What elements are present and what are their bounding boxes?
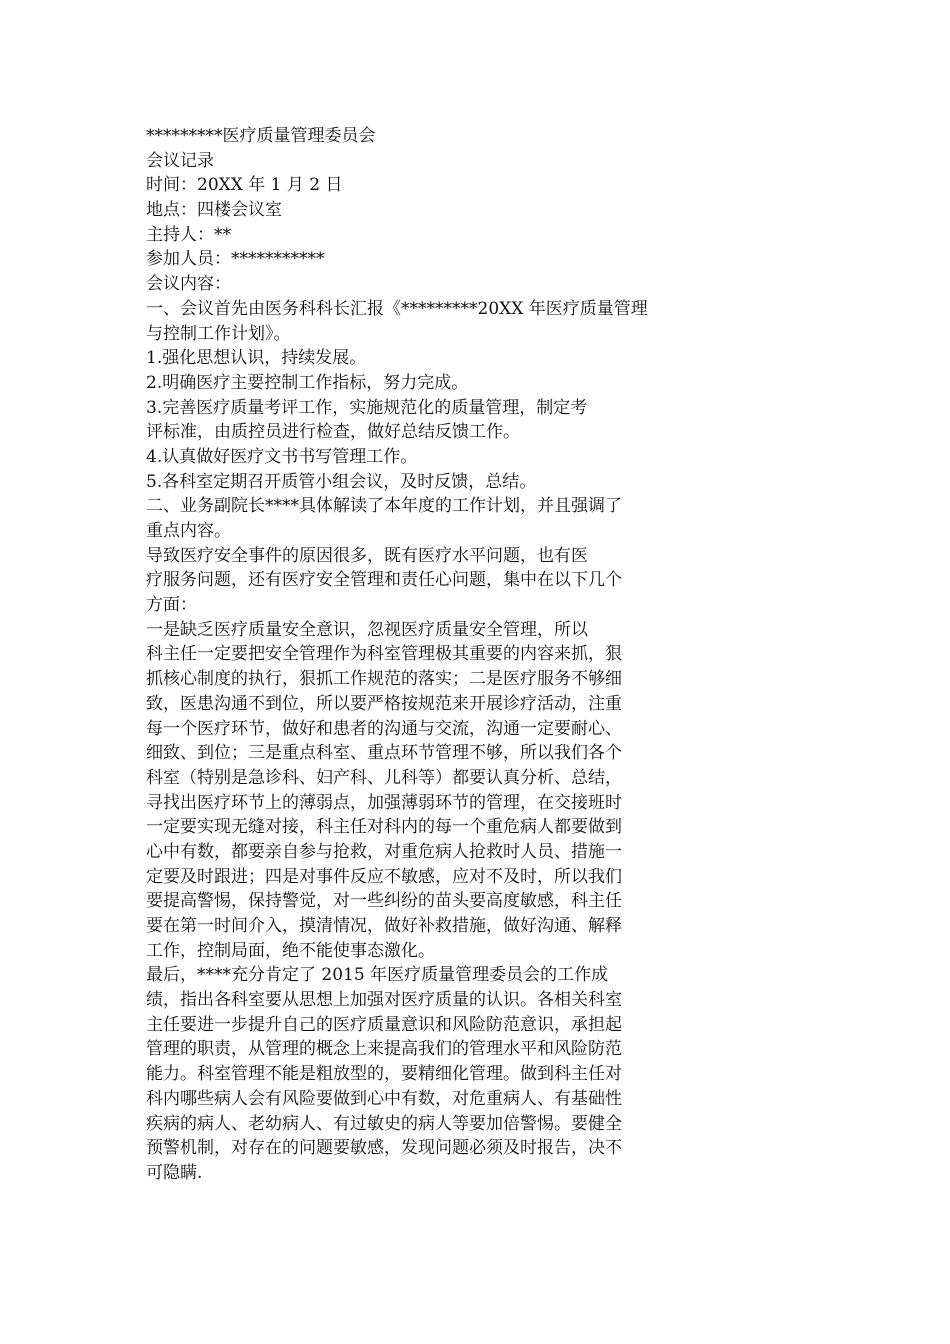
text-line: 一、会议首先由医务科科长汇报《*********20XX 年医疗质量管理: [146, 298, 648, 319]
text-line: 主持人：**: [146, 224, 231, 245]
text-line: 评标准，由质控员进行检查，做好总结反馈工作。: [146, 422, 520, 443]
text-line: 细致、到位；三是重点科室、重点环节管理不够，所以我们各个: [146, 743, 622, 764]
text-line: 疗服务问题，还有医疗安全管理和责任心问题，集中在以下几个: [146, 570, 622, 591]
text-line: 一定要实现无缝对接，科主任对科内的每一个重危病人都要做到: [146, 817, 622, 838]
text-line: 会议内容：: [146, 274, 231, 295]
text-line: 4.认真做好医疗文书书写管理工作。: [146, 446, 418, 467]
text-line: 导致医疗安全事件的原因很多，既有医疗水平问题，也有医: [146, 545, 588, 566]
text-line: 心中有数，都要亲自参与抢救，对重危病人抢救时人员、措施一: [146, 841, 622, 862]
text-line: 一是缺乏医疗质量安全意识，忽视医疗质量安全管理，所以: [146, 619, 588, 640]
text-line: 能力。科室管理不能是粗放型的，要精细化管理。做到科主任对: [146, 1064, 622, 1085]
text-line: 3.完善医疗质量考评工作，实施规范化的质量管理，制定考: [146, 397, 588, 418]
text-line: 科内哪些病人会有风险要做到心中有数，对危重病人、有基础性: [146, 1088, 622, 1109]
text-line: 定要及时跟进；四是对事件反应不敏感，应对不及时，所以我们: [146, 866, 622, 887]
text-line: 可隐瞒.: [146, 1162, 203, 1183]
text-line: 参加人员：***********: [146, 249, 325, 270]
text-line: 寻找出医疗环节上的薄弱点，加强薄弱环节的管理，在交接班时: [146, 792, 622, 813]
document-body: [146, 124, 706, 1186]
text-line: 地点：四楼会议室: [146, 200, 282, 221]
text-line: 重点内容。: [146, 521, 231, 541]
text-line: 每一个医疗环节，做好和患者的沟通与交流，沟通一定要耐心、: [146, 718, 622, 739]
text-line: 科主任一定要把安全管理作为科室管理极其重要的内容来抓，狠: [146, 644, 622, 665]
text-line: 主任要进一步提升自己的医疗质量意识和风险防范意识，承担起: [146, 1014, 622, 1035]
text-line: 绩，指出各科室要从思想上加强对医疗质量的认识。各相关科室: [146, 990, 622, 1011]
text-line: 致，医患沟通不到位，所以要严格按规范来开展诊疗活动，注重: [146, 693, 622, 714]
text-line: 管理的职责，从管理的概念上来提高我们的管理水平和风险防范: [146, 1039, 622, 1060]
text-line: 1.强化思想认识，持续发展。: [146, 348, 367, 369]
text-line: 最后，****充分肯定了 2015 年医疗质量管理委员会的工作成: [146, 965, 609, 986]
text-line: 会议记录: [146, 150, 214, 171]
text-line: 科室（特别是急诊科、妇产科、儿科等）都要认真分析、总结，: [146, 767, 622, 788]
text-line: 时间：20XX 年 1 月 2 日: [146, 175, 343, 196]
text-line: 要提高警惕，保持警觉，对一些纠纷的苗头要高度敏感，科主任: [146, 891, 622, 912]
text-line: 方面：: [146, 595, 197, 616]
text-line: 要在第一时间介入，摸清情况，做好补救措施，做好沟通、解释: [146, 916, 622, 936]
text-line: 工作，控制局面，绝不能使事态激化。: [146, 940, 435, 961]
text-line: 5.各科室定期召开质管小组会议，及时反馈，总结。: [146, 471, 537, 492]
text-line: 疾病的病人、老幼病人、有过敏史的病人等要加倍警惕。要健全: [146, 1113, 622, 1134]
text-line: 抓核心制度的执行，狠抓工作规范的落实；二是医疗服务不够细: [146, 669, 622, 690]
text-line: 预警机制，对存在的问题要敏感，发现问题必须及时报告，决不: [146, 1138, 622, 1159]
text-line: 2.明确医疗主要控制工作指标，努力完成。: [146, 372, 469, 393]
text-line: 二、业务副院长****具体解读了本年度的工作计划，并且强调了: [146, 496, 622, 517]
text-line: 与控制工作计划》。: [146, 323, 291, 344]
document-title: *********医疗质量管理委员会: [146, 126, 376, 146]
